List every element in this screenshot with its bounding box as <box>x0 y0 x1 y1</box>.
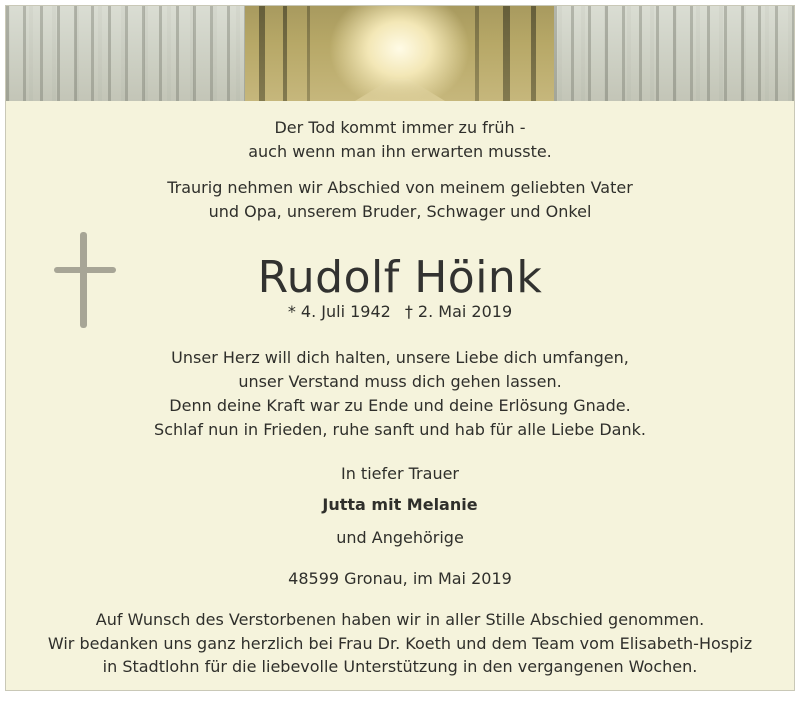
birth-date: * 4. Juli 1942 <box>287 302 391 321</box>
forest-path-photo <box>245 6 554 101</box>
poem-line-3: Denn deine Kraft war zu Ende und deine Erlösung Gnade. <box>169 396 631 415</box>
forest-banner-image <box>6 6 794 101</box>
forest-banner-right <box>554 6 794 101</box>
forest-banner-left <box>6 6 245 101</box>
closing-line-3: in Stadtlohn für die liebevolle Unterstützung in den vergangenen Wochen. <box>102 657 698 676</box>
place-date: 48599 Gronau, im Mai 2019 <box>288 569 512 588</box>
poem-line-1: Unser Herz will dich halten, unsere Liebe dich umfangen, <box>171 348 629 367</box>
closing-line-1: Auf Wunsch des Verstorbenen haben wir in aller Stille Abschied genommen. <box>95 610 705 629</box>
death-date: † 2. Mai 2019 <box>404 302 513 321</box>
poem-line-4: Schlaf nun in Frieden, ruhe sanft und hab für alle Liebe Dank. <box>154 420 646 439</box>
mourners-heading: In tiefer Trauer <box>340 464 459 483</box>
motto-line-2: auch wenn man ihn erwarten musste. <box>248 142 552 161</box>
motto-line-1: Der Tod kommt immer zu früh - <box>274 118 526 137</box>
mourners-names: Jutta mit Melanie <box>322 495 478 514</box>
intro-line-1: Traurig nehmen wir Abschied von meinem geliebten Vater <box>167 178 633 197</box>
poem-line-2: unser Verstand muss dich gehen lassen. <box>238 372 562 391</box>
mourners-others: und Angehörige <box>336 528 464 547</box>
intro-line-2: und Opa, unserem Bruder, Schwager und Onkel <box>208 202 592 221</box>
obituary-notice <box>6 6 794 690</box>
closing-line-2: Wir bedanken uns ganz herzlich bei Frau Dr. Koeth und dem Team vom Elisabeth-Hospiz <box>47 634 753 653</box>
deceased-name: Rudolf Höink <box>257 252 543 303</box>
life-dates <box>6 302 794 322</box>
